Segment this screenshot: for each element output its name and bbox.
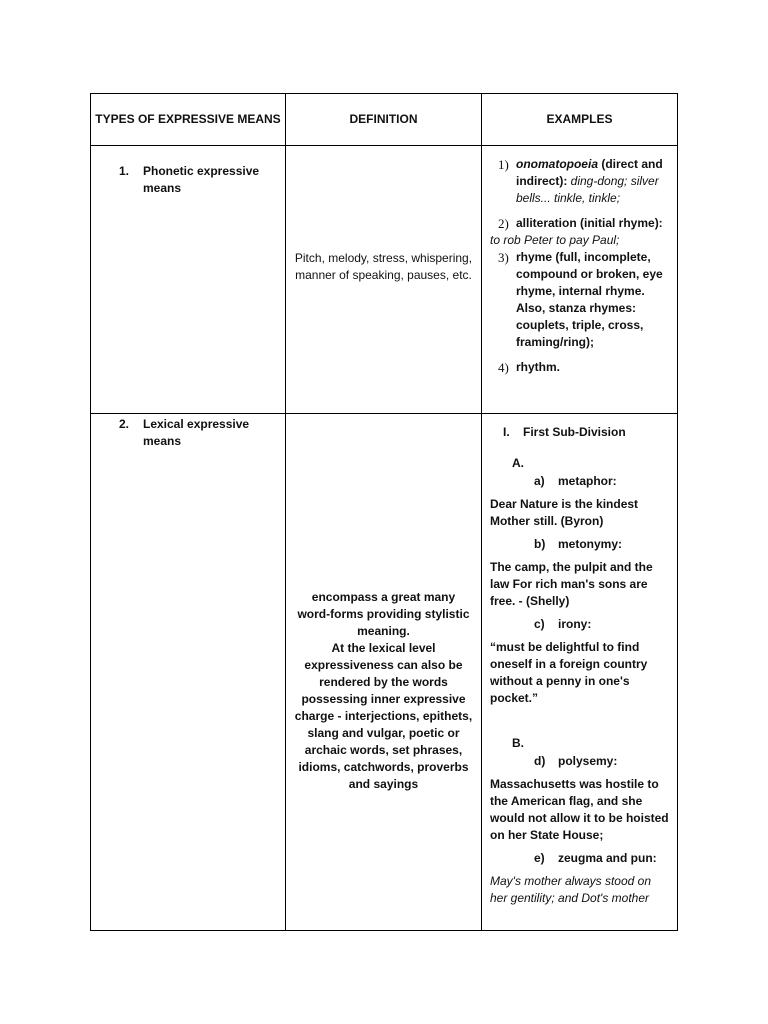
division-heading: I. First Sub-Division <box>502 425 626 439</box>
table-row <box>91 414 678 931</box>
list-item: d) polysemy: <box>533 754 618 768</box>
examples-cell <box>481 146 677 414</box>
list-item: 3) rhyme (full, incomplete, compound or broken, eye rhyme, internal rhyme. Also, stanza rhymes: couplets, triple, cross, framing/ring); <box>497 250 663 349</box>
group-label: A. <box>511 456 524 470</box>
type-cell <box>91 146 286 414</box>
type-label: Lexical expressive means <box>143 417 250 448</box>
header-definition: DEFINITION <box>285 94 481 146</box>
example-text: May's mother always stood on her gentility; and Dot's mother <box>489 874 652 905</box>
list-item: c) irony: <box>533 617 592 631</box>
example-text: “must be delightful to find oneself in a foreign country without a penny in one's pocket.” <box>489 640 648 705</box>
group-label: B. <box>511 736 524 750</box>
table-header-row <box>91 94 678 146</box>
list-item: a) metaphor: <box>533 474 617 488</box>
example-text: to rob Peter to pay Paul; <box>489 233 620 247</box>
list-item: e) zeugma and pun: <box>533 851 657 865</box>
definition-text: Pitch, melody, stress, whispering, manner of speaking, pauses, etc. <box>294 251 473 282</box>
header-types: TYPES OF EXPRESSIVE MEANS <box>91 94 286 146</box>
example-text: Dear Nature is the kindest Mother still. (Byron) <box>489 497 639 528</box>
type-cell <box>91 414 286 931</box>
table-row <box>91 146 678 414</box>
definition-cell <box>285 146 481 414</box>
row-number: 2. <box>119 417 130 431</box>
expressive-means-table <box>90 93 678 931</box>
examples-cell <box>481 414 677 931</box>
header-examples: EXAMPLES <box>481 94 677 146</box>
row-number: 1. <box>119 164 130 178</box>
list-item: 4) rhythm. <box>497 360 560 375</box>
list-item: 2) alliteration (initial rhyme): <box>497 216 663 231</box>
definition-text: encompass a great many word-forms providing stylistic meaning. At the lexical level expressiveness can also be rendered by the words possessing inner expressive charge - interjections, epithets, slang and vulgar, poetic or archaic words, set phrases, idioms, catchwords, proverbs and sayings <box>294 590 473 791</box>
type-label: Phonetic expressive means <box>143 164 260 195</box>
example-text: Massachusetts was hostile to the American flag, and she would not allow it to be hoisted on her State House; <box>489 777 669 842</box>
list-item: b) metonymy: <box>533 537 622 551</box>
list-item: 1) onomatopoeia (direct and indirect): ding-dong; silver bells... tinkle, tinkle; <box>497 157 663 205</box>
example-text: The camp, the pulpit and the law For rich man's sons are free. - (Shelly) <box>489 560 653 608</box>
definition-cell <box>285 414 481 931</box>
